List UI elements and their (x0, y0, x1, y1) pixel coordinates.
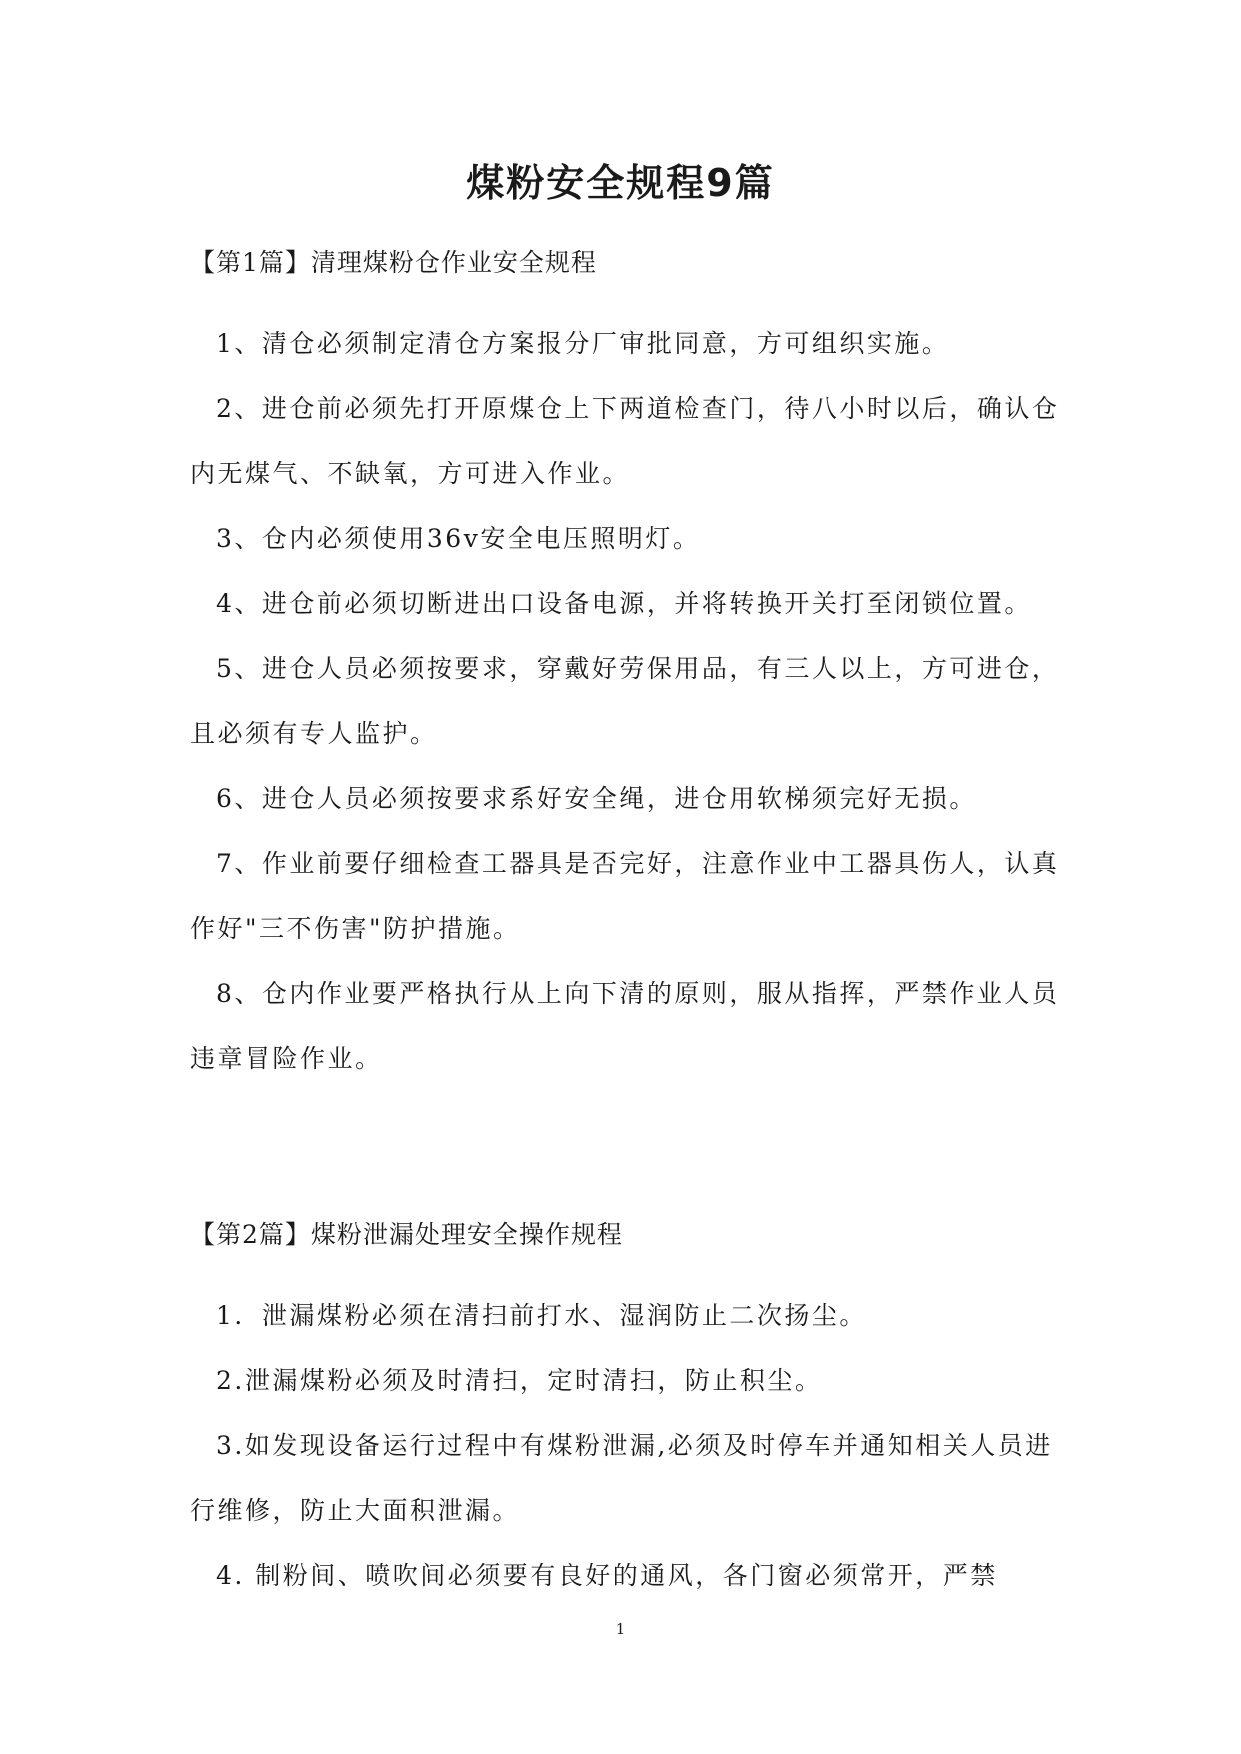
paragraph: 4、进仓前必须切断进出口设备电源，并将转换开关打至闭锁位置。 (216, 589, 1032, 618)
paragraph: 7、作业前要仔细检查工器具是否完好，注意作业中工器具伤人，认真作好"三不伤害"防护措施。 (190, 849, 1060, 943)
paragraph: 1、清仓必须制定清仓方案报分厂审批同意，方可组织实施。 (216, 329, 950, 358)
section-1 (190, 246, 1070, 1091)
paragraph: 6、进仓人员必须按要求系好安全绳，进仓用软梯须完好无损。 (216, 784, 977, 813)
paragraph: 8、仓内作业要严格执行从上向下清的原则，服从指挥，严禁作业人员违章冒险作业。 (190, 979, 1060, 1073)
section-heading: 【第2篇】煤粉泄漏处理安全操作规程 (190, 1220, 623, 1249)
paragraph: 2.泄漏煤粉必须及时清扫，定时清扫，防止积尘。 (216, 1366, 823, 1395)
paragraph: 3.如发现设备运行过程中有煤粉泄漏,必须及时停车并通知相关人员进行维修，防止大面积泄漏。 (190, 1431, 1053, 1525)
paragraph: 5、进仓人员必须按要求，穿戴好劳保用品，有三人以上，方可进仓，且必须有专人监护。 (190, 654, 1060, 748)
section-heading: 【第1篇】清理煤粉仓作业安全规程 (190, 248, 597, 277)
document-title: 煤粉安全规程9篇 (466, 161, 775, 205)
paragraph: 3、仓内必须使用36v安全电压照明灯。 (216, 524, 701, 553)
page-number: 1 (615, 1620, 626, 1638)
section-2 (190, 1218, 1070, 1608)
paragraph: 2、进仓前必须先打开原煤仓上下两道检查门，待八小时以后，确认仓内无煤气、不缺氧，方可进入作业。 (190, 394, 1060, 488)
paragraph: 4. 制粉间、喷吹间必须要有良好的通风，各门窗必须常开，严禁 (216, 1561, 998, 1590)
paragraph: 1．泄漏煤粉必须在清扫前打水、湿润防止二次扬尘。 (216, 1301, 867, 1330)
